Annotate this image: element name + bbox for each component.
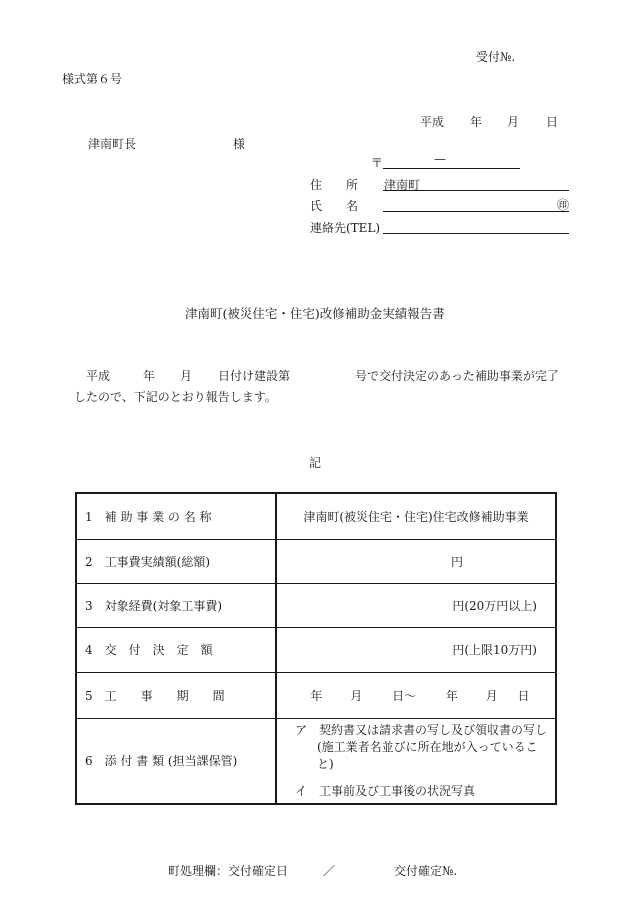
ki-label: 記 <box>309 456 322 470</box>
postal-code-field[interactable] <box>383 168 520 169</box>
contact-field[interactable] <box>383 233 569 234</box>
address-value: 津南町 <box>384 178 421 192</box>
table-row <box>76 493 556 539</box>
report-table <box>75 492 557 805</box>
name-field[interactable] <box>383 211 569 212</box>
row-label: 4 交 付 決 定 額 <box>76 627 276 672</box>
row-value-construction-period[interactable] <box>276 672 556 718</box>
row-value-total-cost[interactable]: 円 <box>276 539 556 583</box>
address-field[interactable] <box>383 190 569 191</box>
processing-label: 町処理欄：交付確定日 <box>168 864 289 878</box>
body-day-prefix: 日付け建設第 <box>218 369 291 383</box>
date-slash: ／ <box>323 864 336 878</box>
seal-icon: ㊞ <box>557 198 570 212</box>
form-number: 様式第６号 <box>62 72 123 86</box>
row-label: 5 工 事 期 間 <box>76 672 276 718</box>
table-row <box>76 539 556 583</box>
table-row <box>76 718 556 804</box>
name-label: 氏 名 <box>310 199 359 213</box>
attachment-item-a: ア 契約書又は請求書の写し及び領収書の写し <box>295 722 548 737</box>
row-label: 6 添 付 書 類 (担当課保管) <box>76 718 276 804</box>
period-month-1: 月 <box>350 688 363 703</box>
row-value-grant-amount[interactable]: 円(上限10万円) <box>276 627 556 672</box>
row-value-attachments <box>276 718 556 804</box>
body-era: 平成 <box>86 369 111 383</box>
period-day-2: 日 <box>517 688 530 703</box>
period-year-1: 年 <box>310 688 323 703</box>
body-year: 年 <box>143 369 156 383</box>
attachment-item-b: イ 工事前及び工事後の状況写真 <box>295 783 476 798</box>
confirm-number-label: 交付確定№. <box>394 864 458 878</box>
table-row <box>76 627 556 672</box>
attachment-item-a-note: (施工業者名並びに所在地が入っていること) <box>317 739 538 771</box>
addressee-honorific: 様 <box>233 137 246 151</box>
body-line-2: したので、下記のとおり報告します。 <box>74 390 277 404</box>
row-value-target-cost[interactable]: 円(20万円以上) <box>276 583 556 627</box>
body-suffix: 号で交付決定のあった補助事業が完了 <box>355 369 559 383</box>
table-row <box>76 583 556 627</box>
date-year: 年 <box>470 115 483 129</box>
date-day: 日 <box>546 115 559 129</box>
date-month: 月 <box>507 115 520 129</box>
address-label: 住 所 <box>310 178 359 192</box>
row-label: 1 補 助 事 業 の 名 称 <box>76 493 276 539</box>
table-row <box>76 672 556 718</box>
period-year-2: 年 <box>445 688 458 703</box>
postal-dash: — <box>434 152 446 166</box>
receipt-number-label: 受付№. <box>476 50 516 64</box>
body-month: 月 <box>180 369 193 383</box>
postal-mark: 〒 <box>371 156 384 170</box>
row-label: 3 対象経費(対象工事費) <box>76 583 276 627</box>
document-title: 津南町(被災住宅・住宅)改修補助金実績報告書 <box>185 306 445 321</box>
period-month-2: 月 <box>485 688 498 703</box>
date-era: 平成 <box>420 115 445 129</box>
addressee-title: 津南町長 <box>88 137 137 151</box>
row-label: 2 工事費実績額(総額) <box>76 539 276 583</box>
row-value-project-name: 津南町(被災住宅・住宅)住宅改修補助事業 <box>276 493 556 539</box>
period-day-1: 日～ <box>392 688 417 703</box>
contact-label: 連絡先(TEL) <box>310 221 381 235</box>
